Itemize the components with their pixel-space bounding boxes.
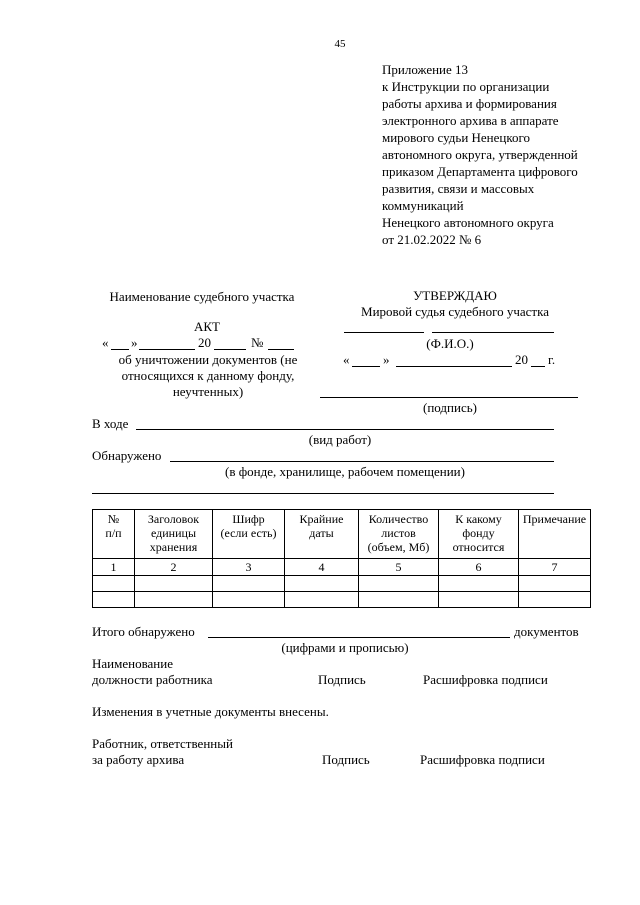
table-cell	[93, 576, 135, 592]
header-text: №	[107, 512, 120, 526]
total-label: Итого обнаружено	[92, 624, 195, 639]
fio-label: (Ф.И.О.)	[426, 336, 474, 351]
found-location-blank	[170, 461, 554, 462]
quote-close: »	[131, 335, 138, 350]
worker-position: должности работника	[92, 672, 213, 687]
month-blank	[139, 349, 195, 350]
total-blank	[208, 637, 510, 638]
worker-decoding-label: Расшифровка подписи	[423, 672, 548, 687]
header-text: Заголовок	[147, 512, 200, 526]
worker-position: Наименование	[92, 656, 173, 671]
header-text: К какому	[455, 512, 502, 526]
header-text: единицы	[150, 526, 197, 540]
table-cell	[213, 576, 285, 592]
column-header	[93, 510, 135, 559]
column-number: 5	[359, 559, 439, 576]
number-sign: №	[251, 335, 264, 350]
judge-blank-2	[432, 332, 554, 333]
work-type-label: (вид работ)	[308, 432, 372, 447]
during-label: В ходе	[92, 416, 129, 431]
column-header	[135, 510, 213, 559]
year-suffix: г.	[548, 352, 556, 367]
day-blank	[111, 349, 129, 350]
appendix-line: к Инструкции по организации	[382, 79, 550, 94]
year-blank	[214, 349, 246, 350]
appendix-line: Приложение 13	[382, 62, 469, 77]
column-header	[213, 510, 285, 559]
table-cell	[519, 576, 591, 592]
column-header	[439, 510, 519, 559]
header-text: Шифр	[232, 512, 265, 526]
appendix-line: коммуникаций	[382, 198, 464, 213]
archive-worker-position: за работу архива	[92, 752, 185, 767]
act-title: АКТ	[194, 319, 220, 334]
total-hint: (цифрами и прописью)	[281, 640, 409, 655]
column-number: 4	[285, 559, 359, 576]
quote-open: «	[102, 335, 109, 350]
appendix-line: электронного архива в аппарате	[382, 113, 559, 128]
table-row	[93, 592, 591, 608]
day-blank	[352, 366, 380, 367]
column-header	[285, 510, 359, 559]
month-blank	[396, 366, 512, 367]
table-number-row	[93, 559, 591, 576]
column-number: 1	[93, 559, 135, 576]
header-text: даты	[309, 526, 334, 540]
header-text: Количество	[368, 512, 429, 526]
table-cell	[439, 592, 519, 608]
work-type-blank	[136, 429, 554, 430]
found-extra-blank	[92, 493, 554, 494]
table-cell	[519, 592, 591, 608]
documents-table	[92, 509, 591, 608]
table-cell	[93, 592, 135, 608]
appendix-line: от 21.02.2022 № 6	[382, 232, 482, 247]
table-cell	[439, 576, 519, 592]
table-cell	[285, 576, 359, 592]
judge-blank-1	[344, 332, 424, 333]
column-number: 2	[135, 559, 213, 576]
act-subject-line: об уничтожении документов (не	[118, 352, 298, 367]
table-header-row	[93, 510, 591, 559]
table-cell	[359, 592, 439, 608]
column-header	[359, 510, 439, 559]
year-prefix: 20	[198, 335, 211, 350]
header-text: Примечание	[522, 512, 587, 526]
table-row	[93, 576, 591, 592]
header-text: Крайние	[299, 512, 344, 526]
act-subject-line: относящихся к данному фонду,	[121, 368, 295, 383]
found-location-label: (в фонде, хранилище, рабочем помещении)	[225, 464, 465, 479]
archive-signature-label: Подпись	[322, 752, 370, 767]
column-number: 6	[439, 559, 519, 576]
appendix-line: приказом Департамента цифрового	[382, 164, 578, 179]
table-cell	[285, 592, 359, 608]
year-blank	[531, 366, 545, 367]
found-label: Обнаружено	[92, 448, 162, 463]
number-blank	[268, 349, 294, 350]
archive-worker-position: Работник, ответственный	[92, 736, 233, 751]
changes-note: Изменения в учетные документы внесены.	[92, 704, 329, 719]
quote-open: «	[343, 352, 350, 367]
header-text: фонду	[462, 526, 495, 540]
approval-heading: УТВЕРЖДАЮ	[413, 288, 497, 303]
appendix-line: автономного округа, утвержденной	[382, 147, 578, 162]
header-text: относится	[452, 540, 505, 554]
act-subject-line: неучтенных)	[172, 384, 244, 399]
year-prefix: 20	[515, 352, 528, 367]
column-number: 3	[213, 559, 285, 576]
appendix-line: развития, связи и массовых	[382, 181, 535, 196]
table-cell	[135, 592, 213, 608]
worker-signature-label: Подпись	[318, 672, 366, 687]
signature-blank	[320, 397, 578, 398]
quote-close: »	[383, 352, 390, 367]
header-text: (если есть)	[220, 526, 277, 540]
court-name: Наименование судебного участка	[109, 289, 295, 304]
total-suffix: документов	[514, 624, 579, 639]
archive-decoding-label: Расшифровка подписи	[420, 752, 545, 767]
header-text: хранения	[149, 540, 198, 554]
table-cell	[135, 576, 213, 592]
approval-position: Мировой судья судебного участка	[361, 304, 549, 319]
page-number: 45	[334, 38, 346, 50]
signature-label: (подпись)	[423, 400, 477, 415]
header-text: (объем, Мб)	[367, 540, 430, 554]
table-cell	[213, 592, 285, 608]
appendix-line: мирового судьи Ненецкого	[382, 130, 531, 145]
header-text: листов	[381, 526, 416, 540]
table-cell	[359, 576, 439, 592]
appendix-line: работы архива и формирования	[382, 96, 557, 111]
header-text: п/п	[105, 526, 122, 540]
column-number: 7	[519, 559, 591, 576]
appendix-line: Ненецкого автономного округа	[382, 215, 554, 230]
column-header	[519, 510, 591, 559]
